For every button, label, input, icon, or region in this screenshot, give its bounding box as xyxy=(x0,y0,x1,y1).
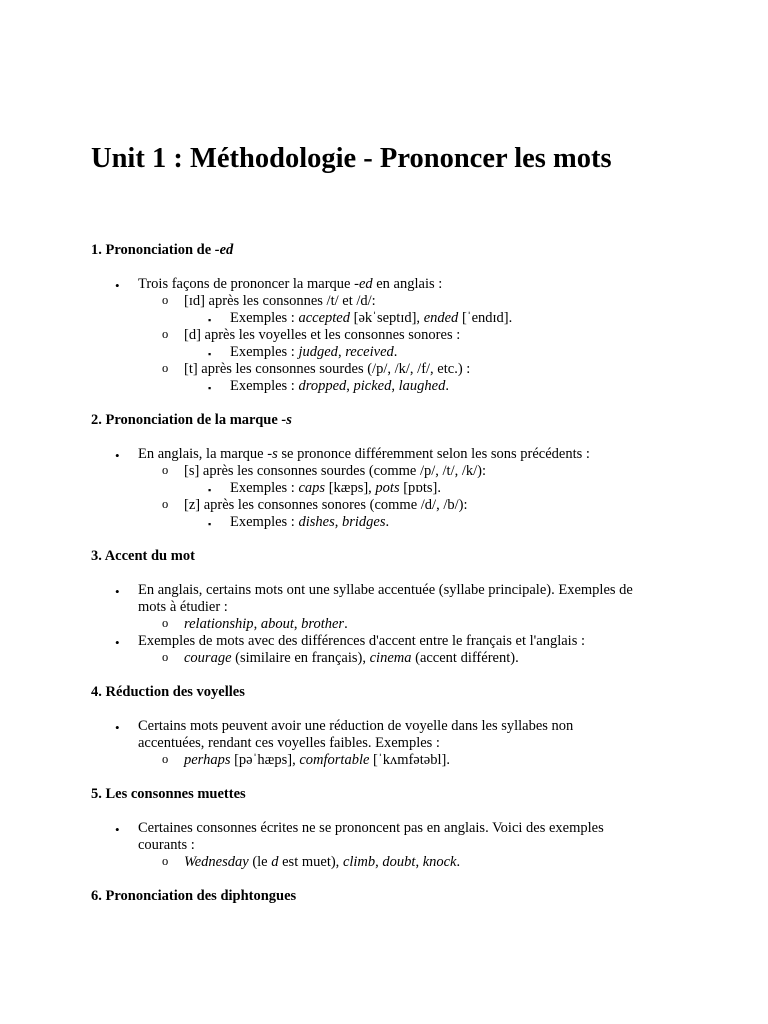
bullet-circle: o xyxy=(162,497,169,511)
list-item: Certaines consonnes écrites ne se prononcent pas en anglais. Voici des exemples xyxy=(138,820,604,836)
list-item xyxy=(184,854,460,871)
section-2-heading-text: 2. Prononciation de la marque xyxy=(91,412,282,428)
list-item: Exemples de mots avec des différences d'accent entre le français et l'anglais : xyxy=(138,633,586,649)
bullet-circle: o xyxy=(162,463,169,477)
list-item-continuation: accentuées, rendant ces voyelles faibles. Exemples : xyxy=(138,735,440,751)
list-item xyxy=(138,446,590,463)
italic-text: laughed xyxy=(398,378,446,394)
list-item xyxy=(184,752,450,769)
italic-text: cinema xyxy=(369,650,412,666)
text: [pɒts]. xyxy=(399,480,442,496)
text: , xyxy=(334,514,342,530)
text: Exemples : xyxy=(230,514,299,530)
bullet-square: ▪ xyxy=(208,315,212,325)
italic-text: relationship xyxy=(184,616,254,632)
bullet-square: ▪ xyxy=(208,519,212,529)
list-item xyxy=(184,616,348,633)
section-5-heading: 5. Les consonnes muettes xyxy=(91,786,246,802)
list-item xyxy=(230,514,389,531)
section-1-heading-text: 1. Prononciation de xyxy=(91,242,215,258)
text: est muet), xyxy=(278,854,343,870)
text: Trois façons de prononcer la marque xyxy=(138,276,355,292)
text: Exemples : xyxy=(230,310,299,326)
italic-text: dropped xyxy=(298,378,347,394)
italic-text: bridges xyxy=(341,514,386,530)
text: se prononce différemment selon les sons précédents : xyxy=(277,446,590,462)
bullet-disc: • xyxy=(115,278,120,293)
bullet-circle: o xyxy=(162,327,169,341)
text: , xyxy=(391,378,399,394)
text: . xyxy=(385,514,390,530)
italic-text: d xyxy=(271,854,279,870)
bullet-circle: o xyxy=(162,854,169,868)
list-item xyxy=(230,378,449,395)
section-2-heading-italic: -s xyxy=(281,412,292,428)
bullet-circle: o xyxy=(162,361,169,375)
italic-text: -s xyxy=(267,446,278,462)
text: [əkˈseptɪd], xyxy=(350,310,424,326)
italic-text: perhaps xyxy=(184,752,231,768)
italic-text: courage xyxy=(184,650,232,666)
bullet-square: ▪ xyxy=(208,383,212,393)
bullet-disc: • xyxy=(115,822,120,837)
list-item: Certains mots peuvent avoir une réduction de voyelle dans les syllabes non xyxy=(138,718,574,734)
text: . xyxy=(456,854,461,870)
section-2-heading xyxy=(91,412,292,429)
text: [kæps], xyxy=(325,480,376,496)
bullet-disc: • xyxy=(115,584,120,599)
bullet-circle: o xyxy=(162,752,169,766)
italic-text: received xyxy=(345,344,394,360)
list-item-continuation: courants : xyxy=(138,837,195,853)
italic-text: knock xyxy=(422,854,457,870)
list-item: [t] après les consonnes sourdes (/p/, /k/, /f/, etc.) : xyxy=(184,361,471,377)
bullet-circle: o xyxy=(162,293,169,307)
list-item xyxy=(138,276,442,293)
list-item: [z] après les consonnes sonores (comme /d/, /b/): xyxy=(184,497,468,513)
bullet-circle: o xyxy=(162,650,169,664)
list-item xyxy=(230,310,512,327)
page-title: Unit 1 : Méthodologie - Prononcer les mots xyxy=(91,143,612,174)
italic-text: dishes xyxy=(298,514,335,530)
section-6-heading: 6. Prononciation des diphtongues xyxy=(91,888,297,904)
text: , xyxy=(337,344,346,360)
text: , xyxy=(415,854,423,870)
list-item xyxy=(184,650,519,667)
text: En anglais, la marque xyxy=(138,446,268,462)
italic-text: brother xyxy=(301,616,345,632)
list-item: [ɪd] après les consonnes /t/ et /d/: xyxy=(184,293,376,309)
text: . xyxy=(393,344,398,360)
italic-text: about xyxy=(260,616,294,632)
section-1-heading xyxy=(91,242,233,259)
italic-text: caps xyxy=(298,480,326,496)
bullet-disc: • xyxy=(115,720,120,735)
bullet-square: ▪ xyxy=(208,485,212,495)
text: [pəˈhæps], xyxy=(230,752,300,768)
text: (le xyxy=(248,854,272,870)
text: . xyxy=(445,378,449,394)
italic-text: judged xyxy=(298,344,338,360)
bullet-disc: • xyxy=(115,448,120,463)
section-3-heading: 3. Accent du mot xyxy=(91,548,195,564)
text: Exemples : xyxy=(230,344,299,360)
text: (accent différent). xyxy=(411,650,519,666)
italic-text: Wednesday xyxy=(184,854,249,870)
italic-text: doubt xyxy=(382,854,416,870)
italic-text: comfortable xyxy=(299,752,370,768)
section-4-heading: 4. Réduction des voyelles xyxy=(91,684,245,700)
italic-text: picked xyxy=(353,378,392,394)
text: , xyxy=(253,616,261,632)
italic-text: climb xyxy=(342,854,376,870)
italic-text: pots xyxy=(375,480,400,496)
text: Exemples : xyxy=(230,378,299,394)
text: en anglais : xyxy=(372,276,443,292)
text: , xyxy=(293,616,302,632)
text: [ˈendɪd]. xyxy=(458,310,513,326)
list-item: [s] après les consonnes sourdes (comme /p/, /t/, /k/): xyxy=(184,463,487,479)
list-item: En anglais, certains mots ont une syllabe accentuée (syllabe principale). Exemples de xyxy=(138,582,633,598)
italic-text: ended xyxy=(423,310,459,326)
text: Exemples : xyxy=(230,480,299,496)
text: [ˈkʌmfətəbl]. xyxy=(369,752,450,768)
list-item: [d] après les voyelles et les consonnes sonores : xyxy=(184,327,461,343)
text: , xyxy=(375,854,383,870)
bullet-square: ▪ xyxy=(208,349,212,359)
section-1-heading-italic: -ed xyxy=(214,242,234,258)
text: , xyxy=(346,378,354,394)
text: . xyxy=(344,616,348,632)
text: (similaire en français), xyxy=(231,650,370,666)
bullet-disc: • xyxy=(115,635,120,650)
list-item xyxy=(230,344,397,361)
italic-text: accepted xyxy=(298,310,350,326)
italic-text: -ed xyxy=(354,276,373,292)
bullet-circle: o xyxy=(162,616,169,630)
list-item xyxy=(230,480,441,497)
list-item-continuation: mots à étudier : xyxy=(138,599,228,615)
